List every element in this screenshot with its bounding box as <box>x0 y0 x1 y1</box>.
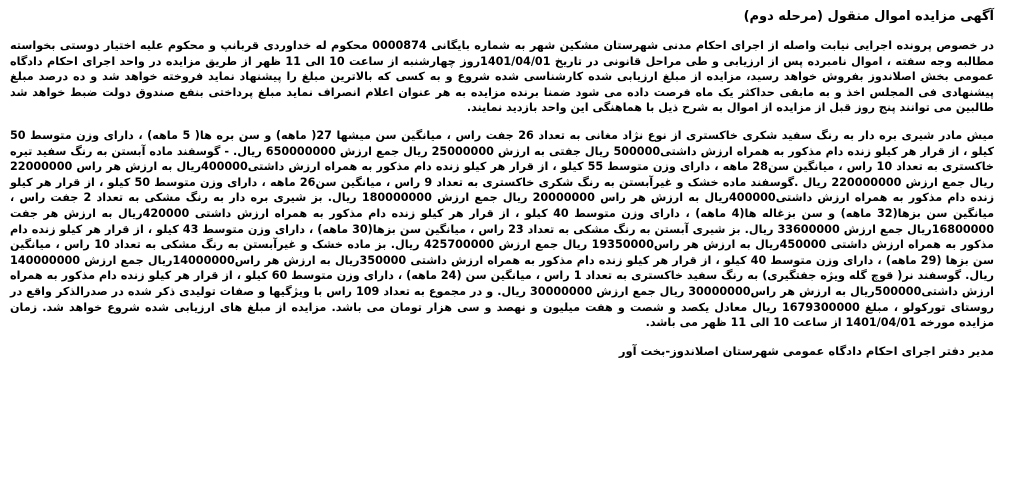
notice-items-paragraph: میش مادر شیری بره دار به رنگ سفید شکری خاکستری از نوع نژاد مغانی به تعداد 26 جفت راس ، میانگین سن میشها 27( ماهه) و سن بره ها( 5 ماهه) ، دارای وزن متوسط 50 کیلو ، از قرار هر کیلو زنده دام مذکور به همراه ارزش داشتی500000 ریال جفتی به ارزش 25000000 ریال جمع ارزش 650000000 ریال. - گوسفند ماده آبستن به رنگ سفید تیره خاکستری به تعداد 10 راس ، میانگین سن28 ماهه ، دارای وزن متوسط 55 کیلو ، از قرار هر کیلو زنده دام مذکور به همراه ارزش داشتی400000ریال به ارزش هر راس 22000000 ریال جمع ارزش 220000000 ریال .گوسفند ماده خشک و غیرآبستن به رنگ شکری خاکستری به تعداد 9 راس ، میانگین سن26 ماهه ، دارای وزن متوسط 50 کیلو ، از قرار هر کیلو زنده دام مذکور به همراه ارزش داشتی400000ریال به ارزش هر راس 20000000 ریال جمع ارزش 180000000 ریال. بز شیری بره دار به رنگ مشکی به تعداد 2 جفت راس ، میانگین سن بزها(32 ماهه) و سن بزغاله ها(4 ماهه) ، دارای وزن متوسط 40 کیلو ، از قرار هر کیلو زنده دام مذکور به همراه ارزش داشتی 420000ریال به ارزش هر جفت 16800000ریال جمع ارزش 33600000 ریال. بز شیری آبستن به رنگ مشکی به تعداد 23 راس ، میانگین سن بزها(30 ماهه) ، دارای وزن متوسط 43 کیلو ، از قرار هر کیلو زنده دام مذکور به همراه ارزش داشتی 450000ریال به ارزش هر راس19350000 ریال جمع ارزش 425700000 ریال. بز ماده خشک و غیرآبستن به رنگ مشکی به تعداد 10 راس ، میانگین سن بزها (29 ماهه) ، دارای وزن متوسط 40 کیلو ، از قرار هر کیلو زنده دام مذکور به همراه ارزش داشتی 350000ریال به ارزش هر راس14000000ریال جمع ارزش 140000000 ریال. گوسفند نر( قوچ گله ویژه جفتگیری) به رنگ سفید خاکستری به تعداد 1 راس ، میانگین سن (24 ماهه) ، دارای وزن متوسط 60 کیلو ، از قرار هر کیلو زنده دام مذکور به همراه ارزش داشتی500000ریال به ارزش هر راس30000000 ریال جمع ارزش 30000000 ریال. و در مجموع به تعداد 109 راس با ویژگیها و صفات تولیدی ذکر شده در صدرالذکر واقع در روستای تورکولو ، مبلغ 1679300000 ریال معادل یکصد و شصت و هفت میلیون و نهصد و سی هزار تومان می باشد. مزایده از مبلغ های ارزیابی شده شروع خواهد شد. زمان مزایده مورخه 1401/04/01 از ساعت 10 الی 11 ظهر می باشد. <box>10 128 995 330</box>
notice-signature: مدیر دفتر اجرای احکام دادگاه عمومی شهرستان اصلاندوز-بخت آور <box>618 343 994 358</box>
notice-intro-paragraph: در خصوص پرونده اجرایی نیابت واصله از اجرای احکام مدنی شهرستان مشکین شهر به شماره بایگانی 0000874 محکوم له خداوردی قربانپ و محکوم علیه اختیار دوستی بخواسته مطالبه وجه سفته ، اموال نامبرده پس از ارزیابی و طی مراحل قانونی در تاریخ 1401/04/01روز چهارشنبه از ساعت 10 الی 11 ظهر از طریق مزایده در واحد اجرای احکام دادگاه عمومی بخش اصلاندوز بفروش خواهد رسید، مزایده از مبلغ ارزیابی شده کارشناسی شده شروع و به کسی که بالاترین مبلغ را پیشنهاد نماید فروخته خواهد شد و ده درصد مبلغ پیشنهادی فی المجلس اخذ و به مابقی حداکثر یک ماه فرصت داده می شود ضمنا برنده مزایده به هر عنوان اعلام انصراف نماید مبلغ پرداختی بنفع صندوق دولت ضبط خواهد شد طالبین می توانند پنج روز قبل از مزایده از اموال به شرح ذیل با هماهنگی این واحد بازدید نمایند. <box>10 39 995 115</box>
notice-title: آگهی مزایده اموال منقول (مرحله دوم) <box>743 9 994 24</box>
auction-notice <box>0 8 1004 484</box>
